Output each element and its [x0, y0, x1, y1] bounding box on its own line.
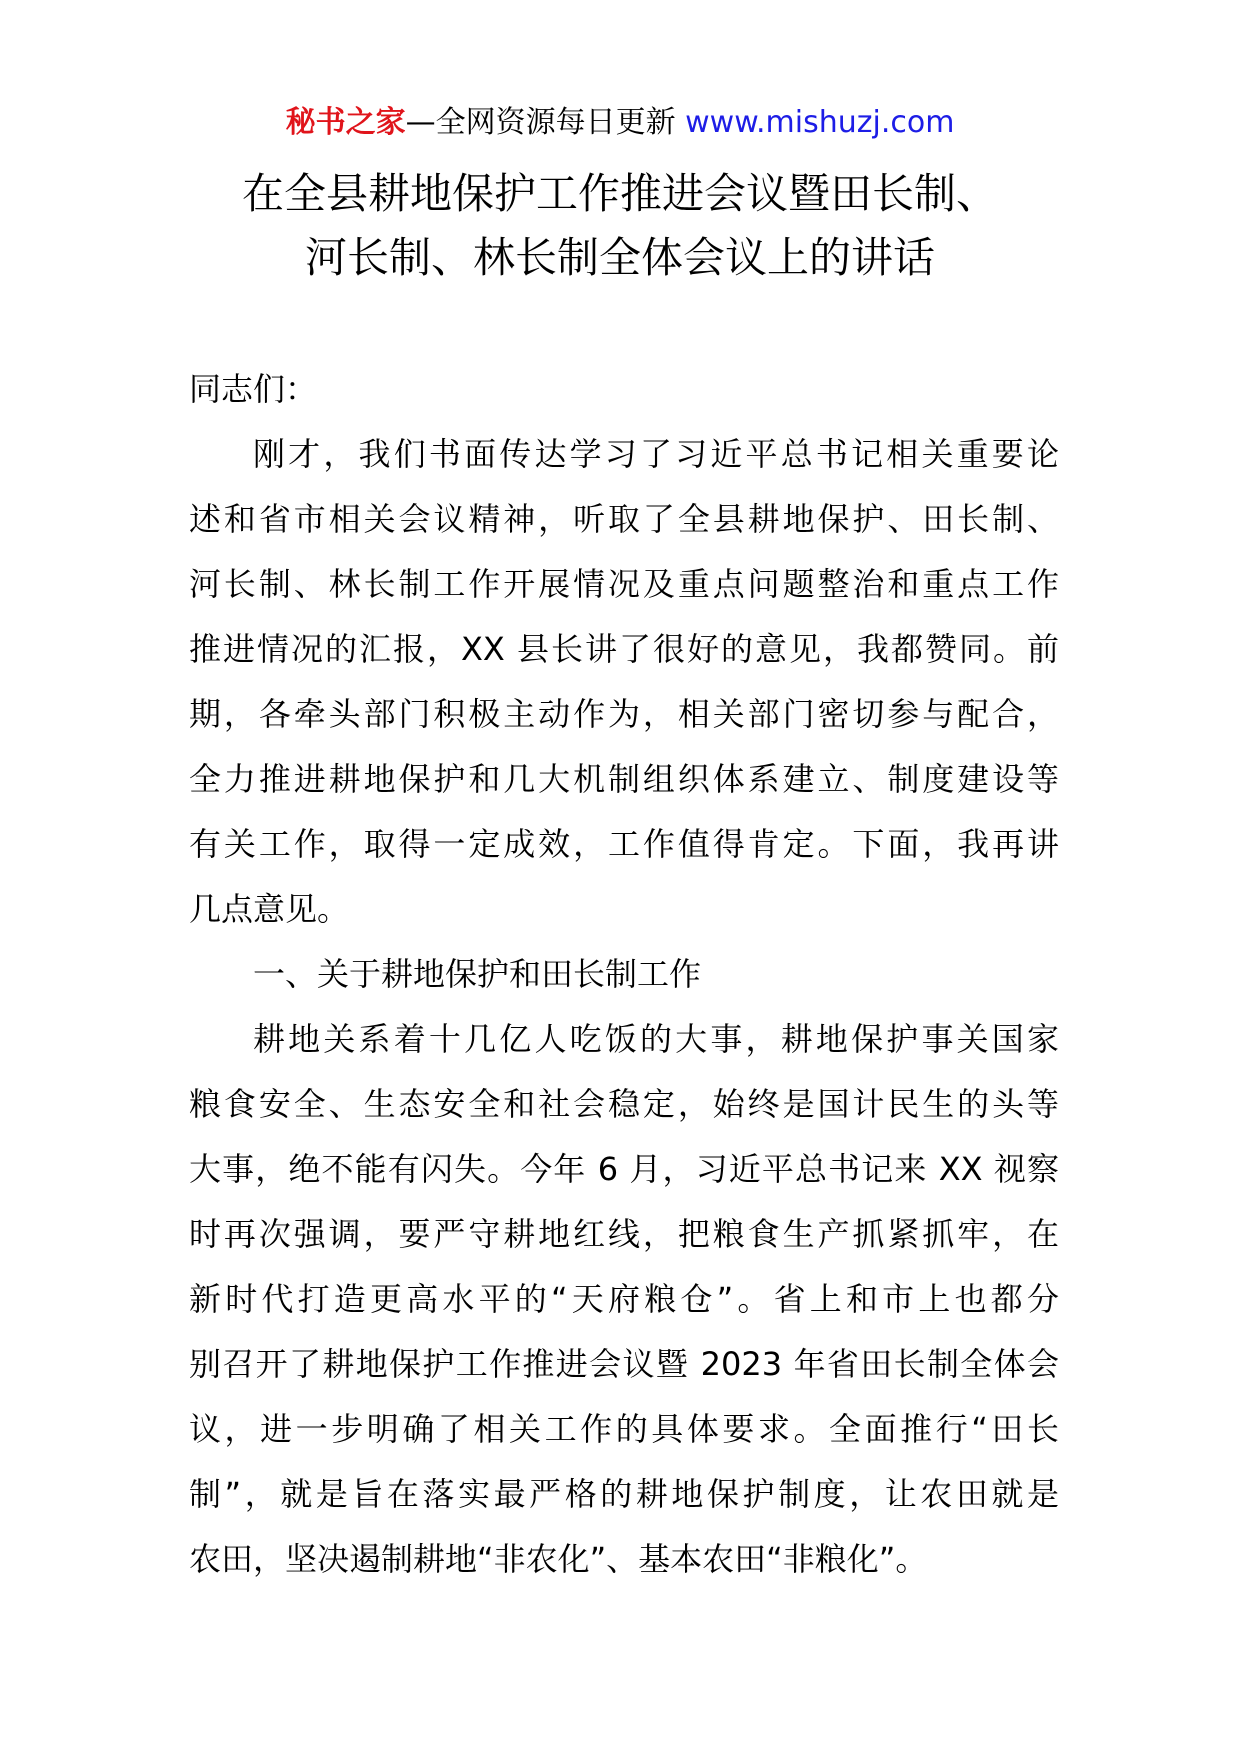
- watermark-header: [0, 102, 1240, 144]
- title-line-2: 河长制、林长制全体会议上的讲话: [304, 233, 935, 282]
- paragraph-line: 别召开了耕地保护工作推进会议暨 2023 年省田长制全体会: [189, 1345, 1059, 1383]
- paragraph-line: 时再次强调，要严守耕地红线，把粮食生产抓紧抓牢，在: [189, 1215, 1059, 1253]
- document-body: [189, 357, 1059, 1592]
- paragraph-line: 全力推进耕地保护和几大机制组织体系建立、制度建设等: [189, 760, 1059, 798]
- paragraph-line: 大事，绝不能有闪失。今年 6 月，习近平总书记来 XX 视察: [189, 1150, 1059, 1188]
- paragraph-line: 粮食安全、生态安全和社会稳定，始终是国计民生的头等: [189, 1085, 1059, 1123]
- paragraph-line: 河长制、林长制工作开展情况及重点问题整治和重点工作: [189, 565, 1059, 603]
- paragraph-1: [189, 422, 1059, 942]
- paragraph-line: 几点意见。: [189, 890, 350, 928]
- paragraph-line: 制”，就是旨在落实最严格的耕地保护制度，让农田就是: [189, 1475, 1059, 1513]
- brand-tagline: —全网资源每日更新: [405, 105, 676, 140]
- paragraph-line: 耕地关系着十几亿人吃饭的大事，耕地保护事关国家: [253, 1020, 1059, 1058]
- document-title: [0, 162, 1240, 290]
- section-heading-1: 一、关于耕地保护和田长制工作: [253, 955, 702, 993]
- salutation: 同志们：: [189, 370, 318, 408]
- paragraph-line: 述和省市相关会议精神，听取了全县耕地保护、田长制、: [189, 500, 1059, 538]
- paragraph-2: [189, 1007, 1059, 1592]
- paragraph-line: 农田，坚决遏制耕地“非农化”、基本农田“非粮化”。: [189, 1540, 928, 1578]
- paragraph-line: 议，进一步明确了相关工作的具体要求。全面推行“田长: [189, 1410, 1059, 1448]
- paragraph-line: 刚才，我们书面传达学习了习近平总书记相关重要论: [253, 435, 1059, 473]
- paragraph-line: 期，各牵头部门积极主动作为，相关部门密切参与配合，: [189, 695, 1059, 733]
- paragraph-line: 有关工作，取得一定成效，工作值得肯定。下面，我再讲: [189, 825, 1059, 863]
- site-url-link[interactable]: www.mishuzj.com: [685, 105, 955, 140]
- paragraph-line: 新时代打造更高水平的“天府粮仓”。省上和市上也都分: [189, 1280, 1059, 1318]
- paragraph-line: 推进情况的汇报，XX 县长讲了很好的意见，我都赞同。前: [189, 630, 1059, 668]
- brand-name: 秘书之家: [285, 105, 406, 140]
- title-line-1: 在全县耕地保护工作推进会议暨田长制、: [241, 169, 998, 218]
